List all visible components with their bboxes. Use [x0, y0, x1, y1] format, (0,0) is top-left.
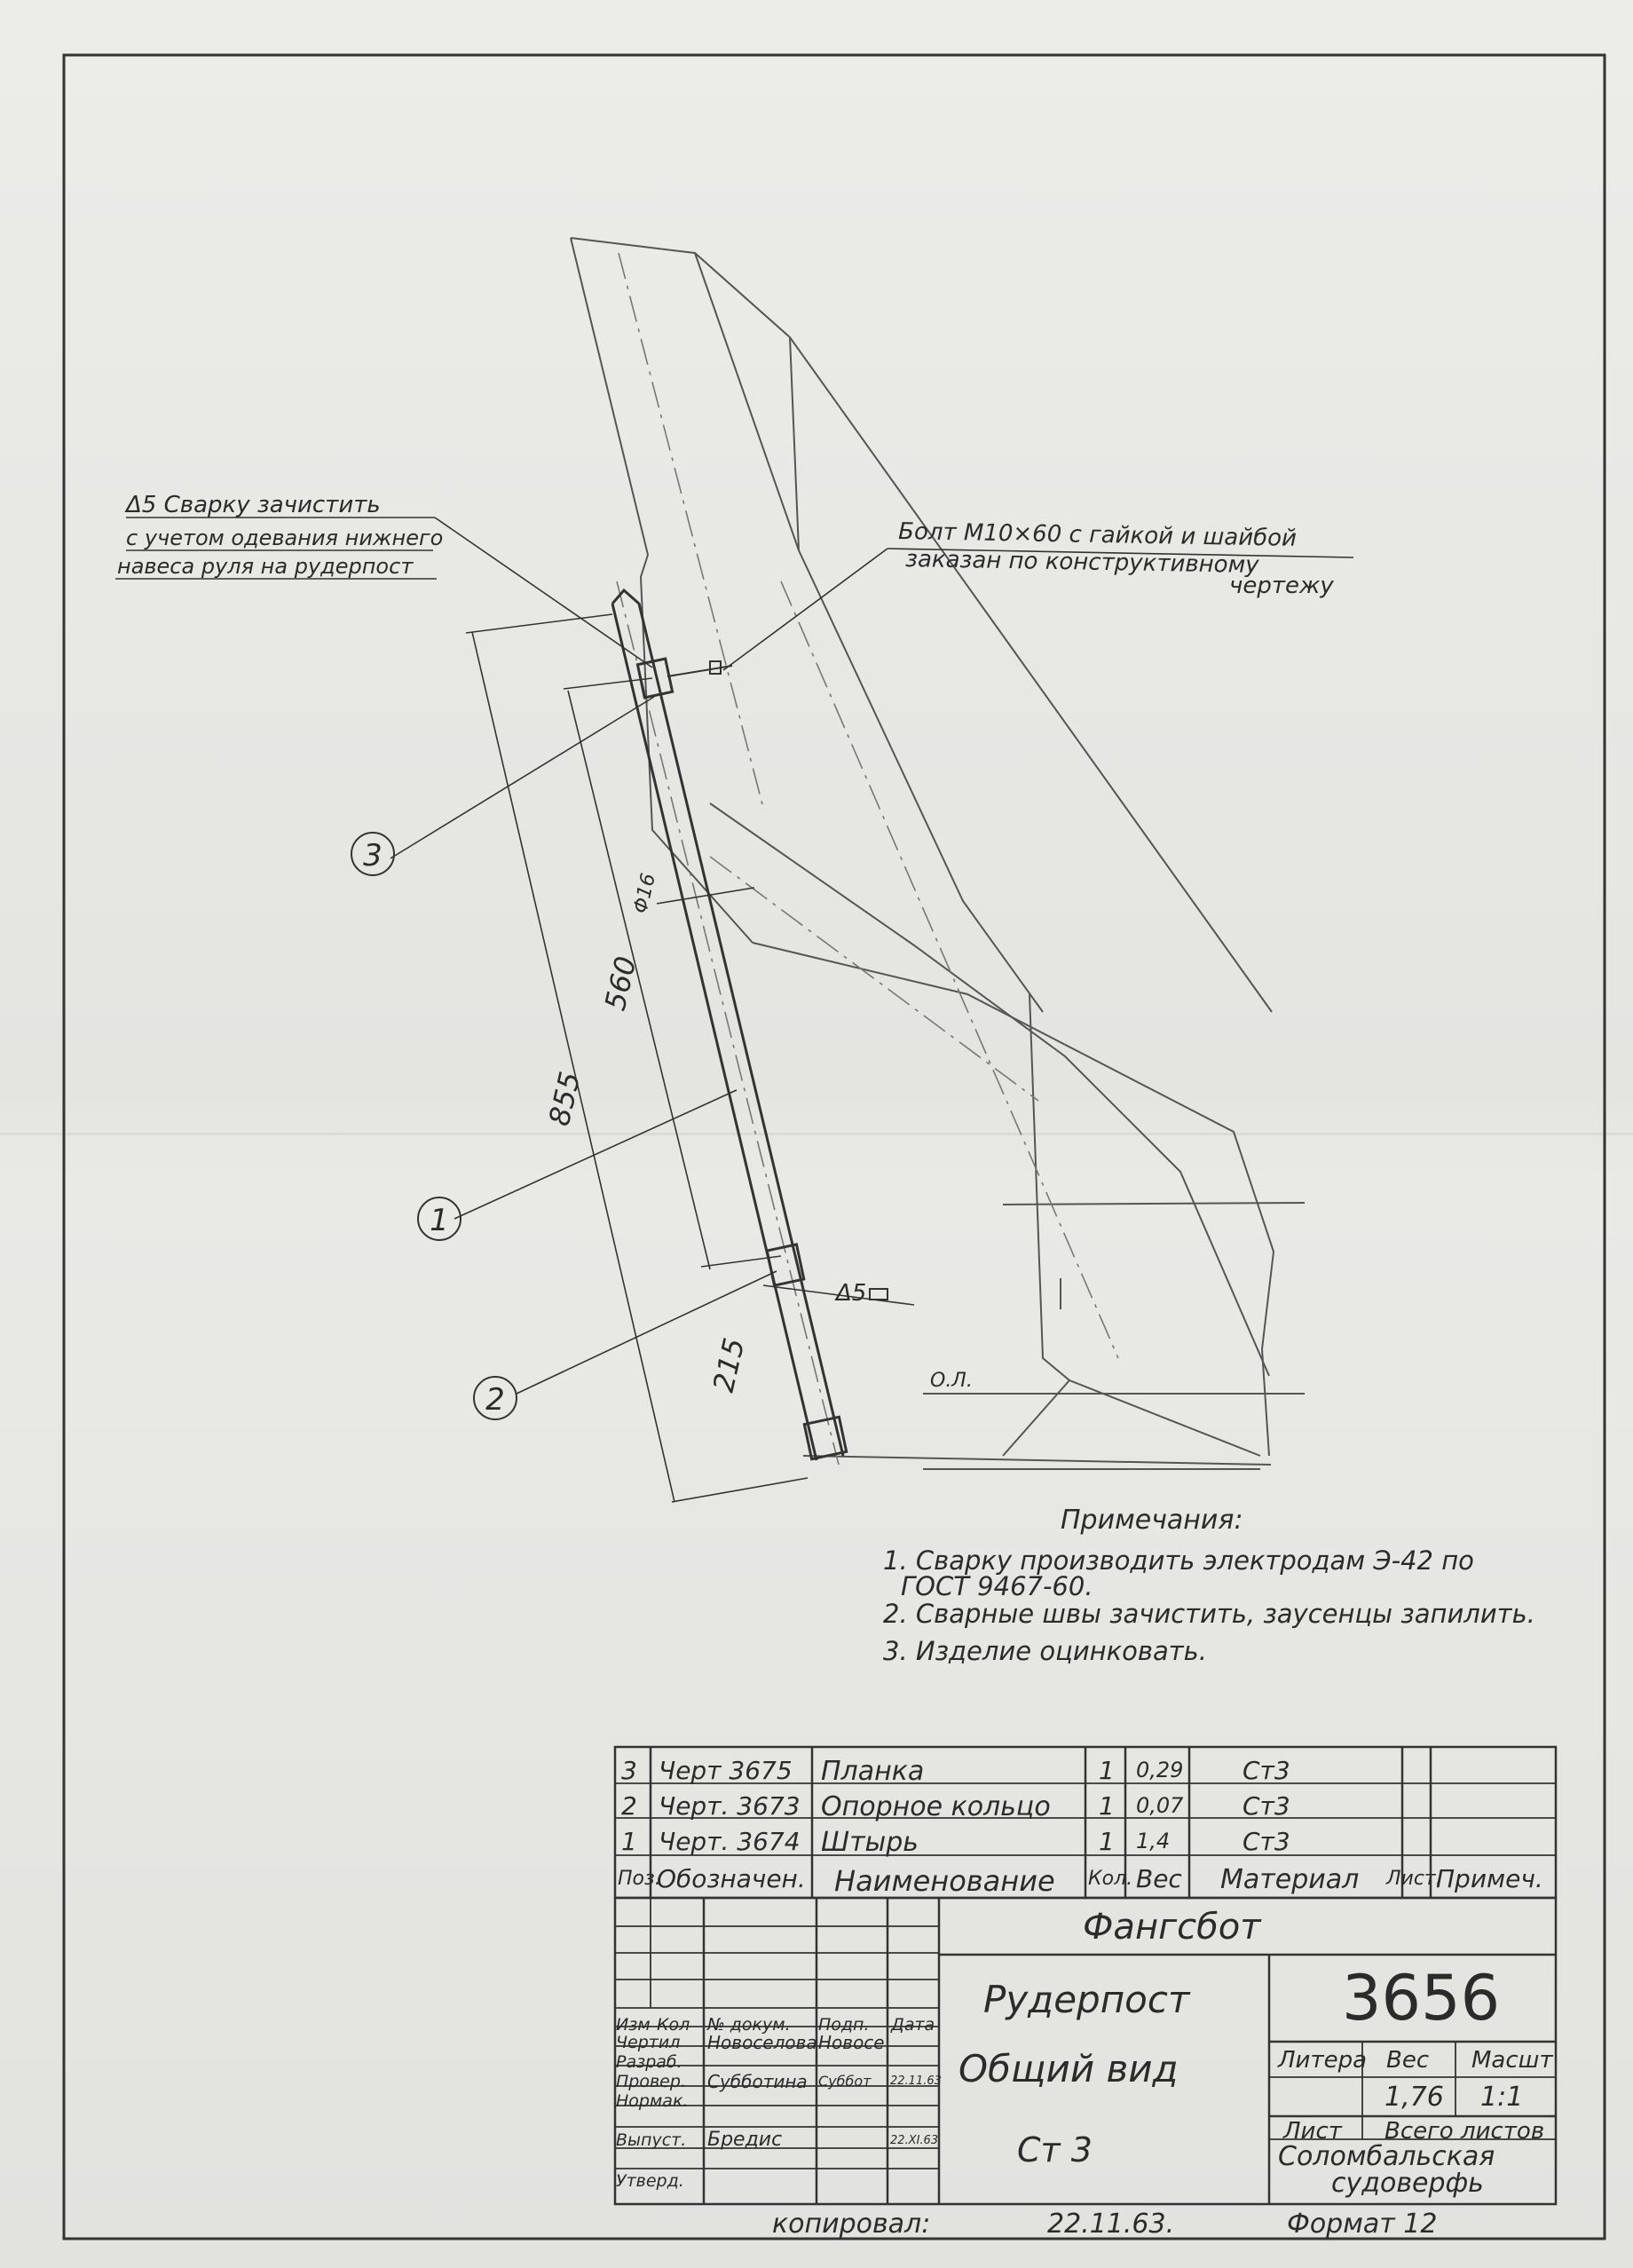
balloon-3: 3: [363, 838, 383, 873]
role-norm: Нормак.: [616, 2091, 689, 2111]
row3-weight: 0,29: [1136, 1758, 1184, 1782]
org-line-2: судоверфь: [1331, 2168, 1484, 2199]
role-approved: Утверд.: [616, 2171, 684, 2191]
hdr-ndoc: № докум.: [707, 2015, 791, 2035]
format-label: Формат 12: [1287, 2209, 1438, 2240]
hdr-izm: Изм: [616, 2015, 651, 2035]
header-material: Материал: [1220, 1864, 1360, 1895]
checked-sign: Суббот: [818, 2073, 872, 2090]
issued-name: Бредис: [707, 2129, 783, 2151]
weld-note-2: с учетом одевания нижнего: [126, 526, 444, 550]
weight-value: 1,76: [1384, 2082, 1444, 2113]
note-1b: ГОСТ 9467-60.: [901, 1571, 1093, 1601]
row1-name: Штырь: [821, 1827, 919, 1858]
header-name: Наименование: [834, 1864, 1055, 1898]
row2-name: Опорное кольцо: [821, 1791, 1051, 1822]
view-name: Общий вид: [958, 2047, 1179, 2090]
hdr-kol: Кол: [657, 2015, 690, 2035]
header-qty: Кол.: [1088, 1868, 1133, 1890]
dim-diameter: Φ16: [629, 871, 661, 916]
header-pos: Поз.: [618, 1868, 661, 1890]
header-note: Примеч.: [1436, 1864, 1543, 1893]
vessel-name: Фангсбот: [1083, 1907, 1261, 1948]
copied-date: 22.11.63.: [1047, 2209, 1175, 2240]
row2-pos: 2: [621, 1791, 637, 1821]
balloon-2: 2: [485, 1382, 505, 1418]
header-weight: Вес: [1136, 1864, 1182, 1893]
row2-weight: 0,07: [1136, 1793, 1184, 1818]
sheet-label: Лист: [1283, 2118, 1342, 2145]
bolt: [667, 661, 732, 676]
note-3: 3. Изделие оцинковать.: [883, 1636, 1207, 1666]
row1-weight: 1,4: [1136, 1829, 1171, 1853]
dim-lower: 215: [706, 1334, 752, 1395]
header-designation: Обозначен.: [657, 1864, 806, 1893]
litera-label: Литера: [1278, 2047, 1368, 2074]
role-drew: Чертил: [616, 2033, 681, 2052]
row1-pos: 1: [621, 1827, 637, 1856]
issued-date: 22.XI.63: [890, 2134, 939, 2147]
weight-label: Вес: [1386, 2047, 1430, 2074]
bolt-note-2: заказан по конструктивному: [904, 546, 1259, 579]
part-name: Рудерпост: [983, 1978, 1190, 2021]
bolt-note-1: Болт М10×60 с гайкой и шайбой: [897, 518, 1298, 552]
role-issued: Выпуст.: [616, 2130, 687, 2150]
role-developed: Разраб.: [616, 2052, 682, 2072]
balloon-1: 1: [430, 1203, 449, 1238]
row1-designation: Черт. 3674: [659, 1827, 801, 1856]
row3-pos: 3: [621, 1756, 637, 1785]
note-1a: 1. Сварку производить электродам Э-42 по: [883, 1545, 1474, 1576]
row3-qty: 1: [1099, 1756, 1115, 1785]
waterline-label: О.Л.: [930, 1370, 973, 1392]
dim-total: 855: [541, 1068, 588, 1129]
dim-weld: Δ5: [836, 1280, 867, 1307]
dimension-lines: [466, 614, 914, 1502]
org-line-1: Соломбальская: [1278, 2141, 1495, 2172]
notes-heading: Примечания:: [1061, 1505, 1243, 1536]
bolt-note-3: чертежу: [1229, 573, 1334, 599]
row3-name: Планка: [821, 1756, 925, 1787]
row3-designation: Черт 3675: [659, 1756, 793, 1785]
drawing-frame: [64, 55, 1605, 2239]
drew-name: Новоселова: [707, 2032, 817, 2053]
scale-value: 1:1: [1480, 2082, 1524, 2113]
row2-material: Ст3: [1242, 1791, 1290, 1821]
row1-material: Ст3: [1242, 1827, 1290, 1856]
weld-note-1: Δ5 Сварку зачистить: [126, 492, 381, 518]
weld-box: [870, 1289, 888, 1300]
sheets-label: Всего листов: [1384, 2118, 1545, 2145]
checked-date: 22.11.63: [890, 2074, 942, 2088]
hdr-date: Дата: [891, 2015, 935, 2035]
drawing-number: 3656: [1342, 1962, 1501, 2035]
header-sheet: Лист.: [1386, 1868, 1442, 1890]
title-material: Ст 3: [1017, 2130, 1093, 2169]
row1-qty: 1: [1099, 1827, 1115, 1856]
stern-outline: [571, 238, 1305, 1469]
copied-label: копировал:: [772, 2209, 931, 2240]
role-checked: Провер.: [616, 2072, 686, 2091]
row3-material: Ст3: [1242, 1756, 1290, 1785]
drew-sign: Новосе: [818, 2032, 885, 2053]
hdr-sign: Подп.: [818, 2015, 870, 2035]
center-lines: [617, 253, 1118, 1465]
row2-qty: 1: [1099, 1791, 1115, 1821]
row2-designation: Черт. 3673: [659, 1791, 801, 1821]
weld-note-3: навеса руля на рудерпост: [117, 554, 414, 579]
note-2: 2. Сварные швы зачистить, заусенцы запилить.: [883, 1599, 1535, 1629]
dim-upper: 560: [597, 952, 643, 1014]
balloons: [351, 833, 517, 1419]
checked-name: Субботина: [707, 2071, 808, 2092]
scale-label: Масшт: [1471, 2047, 1553, 2074]
